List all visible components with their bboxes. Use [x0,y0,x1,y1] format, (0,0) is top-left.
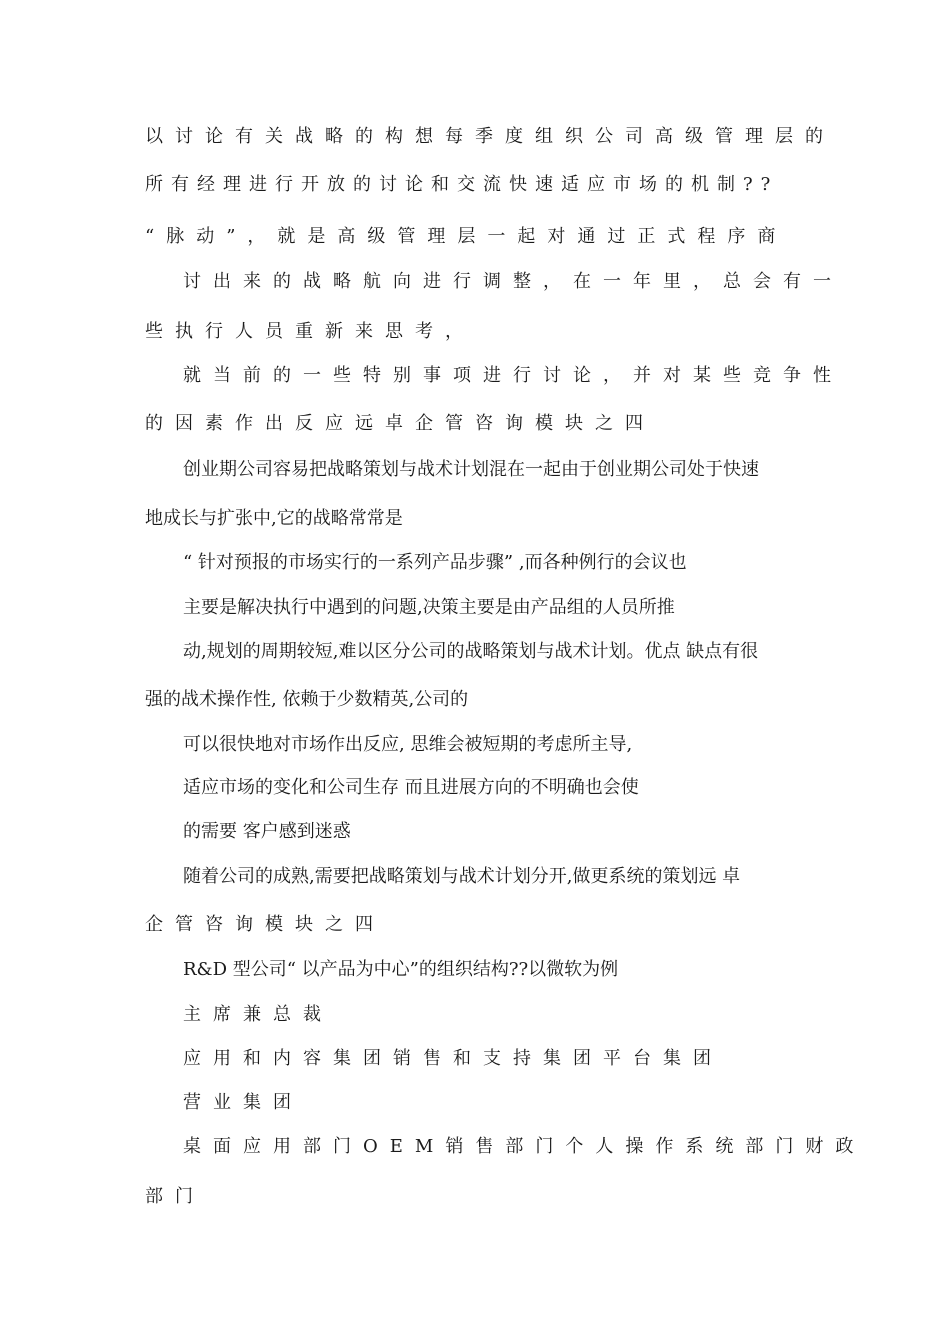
text-line: 强的战术操作性, 依赖于少数精英,公司的 [145,689,469,710]
text-line: 的需要 客户感到迷惑 [183,821,351,842]
text-line: 应用和内容集团销售和支持集团平台集团 [183,1048,723,1069]
text-line: 所有经理进行开放的讨论和交流快速适应市场的机制?? [145,174,779,195]
text-line: 企管咨询模块之四 [145,914,385,935]
text-line: 就当前的一些特别事项进行讨论，并对某些竞争性 [183,365,843,386]
text-line: 动,规划的周期较短,难以区分公司的战略策划与战术计划。优点 缺点有很 [183,641,759,662]
text-line: 主席兼总裁 [183,1004,333,1025]
text-line: 的因素作出反应远卓企管咨询模块之四 [145,413,655,434]
text-line: 些执行人员重新来思考， [145,321,475,342]
text-line: 随着公司的成熟,需要把战略策划与战术计划分开,做更系统的策划远 卓 [183,866,741,887]
text-line: 创业期公司容易把战略策划与战术计划混在一起由于创业期公司处于快速 [183,459,759,480]
text-line: “ 针对预报的市场实行的一系列产品步骤” ,而各种例行的会议也 [183,552,687,573]
text-line: 可以很快地对市场作出反应, 思维会被短期的考虑所主导, [183,734,633,755]
text-line: 适应市场的变化和公司生存 而且进展方向的不明确也会使 [183,777,639,798]
text-line: 营业集团 [183,1092,303,1113]
text-line: 桌面应用部门OEM销售部门个人操作系统部门财政 [183,1136,866,1157]
text-line: 讨出来的战略航向进行调整，在一年里，总会有一 [183,271,843,292]
text-line: 地成长与扩张中,它的战略常常是 [145,508,403,529]
text-line: 以讨论有关战略的构想每季度组织公司高级管理层的 [145,126,835,147]
text-line: R&D 型公司“ 以产品为中心”的组织结构??以微软为例 [183,959,619,980]
text-line: “脉动”，就是高级管理层一起对通过正式程序商 [145,226,788,247]
text-line: 部门 [145,1186,205,1207]
text-line: 主要是解决执行中遇到的问题,决策主要是由产品组的人员所推 [183,597,675,618]
